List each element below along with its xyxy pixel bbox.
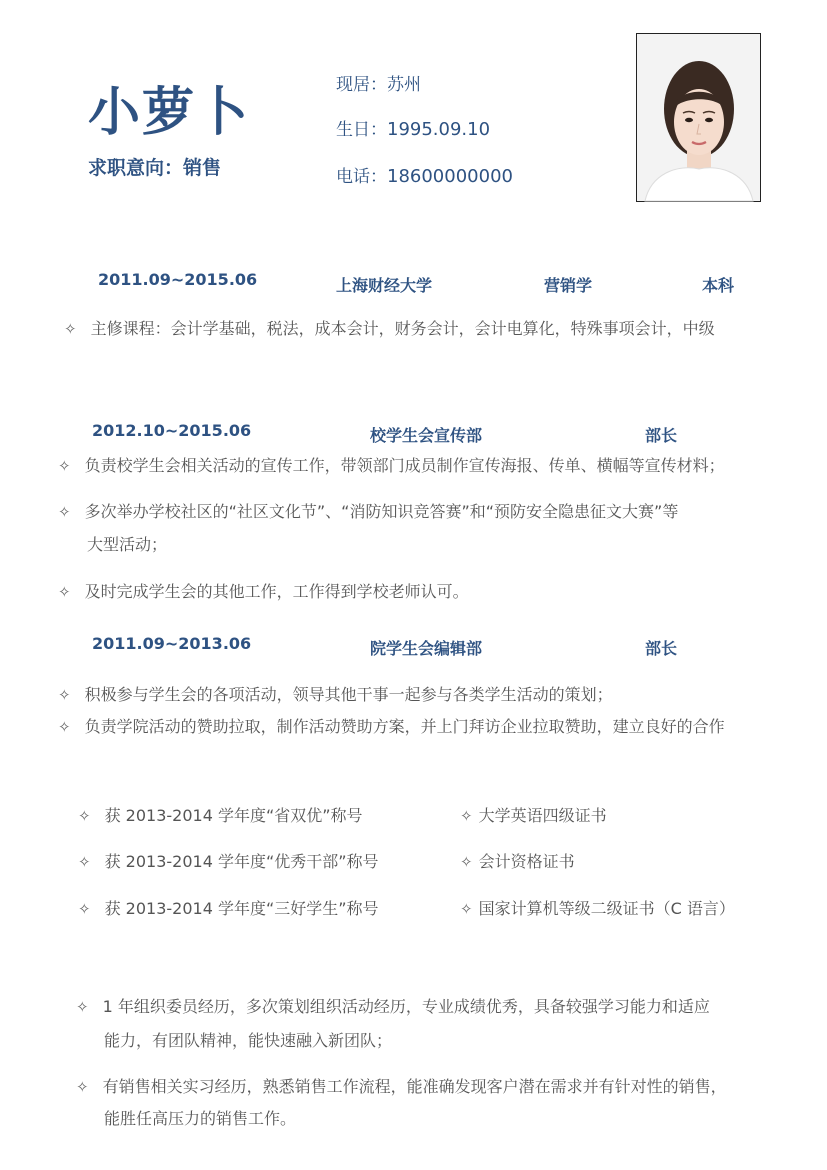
award-left-3-text: 获 2013-2014 学年度“三好学生”称号 [104,899,379,918]
birth-info [336,115,490,140]
eval-2-line2: 能胜任高压力的销售工作。 [104,1109,297,1128]
bullet-icon: ✧ [460,807,473,825]
bullet-icon: ✧ [76,998,89,1016]
award-right-3-text: 国家计算机等级二级证书（C 语言） [478,899,735,918]
exp1-item-2-cont: 大型活动； [87,535,168,554]
bullet-icon: ✧ [78,900,91,918]
phone-label: 电话： [336,167,387,187]
exp2-item-2-text: 负责学院活动的赞助拉取，制作活动赞助方案，并上门拜访企业拉取赞助，建立良好的合作 [84,717,725,736]
award-left-1 [78,803,363,826]
birth-value: 1995.09.10 [387,119,491,140]
exp1-org: 校学生会宣传部 [370,426,483,445]
exp2-role: 部长 [645,639,678,658]
bullet-icon: ✧ [78,853,91,871]
exp1-period: 2012.10~2015.06 [92,421,252,440]
location-info [336,70,421,95]
phone-info [336,162,513,187]
eval-2 [76,1070,727,1104]
intent-label: 求职意向： [88,157,184,179]
exp1-item-2 [58,495,678,529]
job-intent [88,153,221,180]
edu-courses-text: 主修课程：会计学基础，税法，成本会计，财务会计，会计电算化，特殊事项会计，中级 [90,319,715,338]
location-value: 苏州 [387,75,421,95]
exp2-item-2 [58,710,725,744]
award-left-2 [78,849,379,872]
award-left-2-text: 获 2013-2014 学年度“优秀干部”称号 [104,852,379,871]
bullet-icon: ✧ [64,320,77,338]
exp1-item-3 [58,575,469,609]
eval-2-line2-clip [104,1106,404,1128]
award-left-3 [78,896,379,919]
bullet-icon: ✧ [460,853,473,871]
bullet-icon: ✧ [58,503,71,521]
edu-courses [64,312,715,346]
eval-1-line2: 能力，有团队精神，能快速融入新团队； [104,1031,393,1050]
eval-1 [76,990,710,1024]
intent-value: 销售 [183,157,222,179]
edu-major: 营销学 [544,276,593,295]
award-right-1-text: 大学英语四级证书 [478,806,607,825]
bullet-icon: ✧ [76,1078,89,1096]
bullet-icon: ✧ [460,900,473,918]
edu-school: 上海财经大学 [336,276,433,295]
eval-1-line1: 1 年组织委员经历，多次策划组织活动经历，专业成绩优秀，具备较强学习能力和适应 [102,997,710,1016]
award-right-1 [460,803,607,826]
edu-period: 2011.09~2015.06 [98,270,258,289]
edu-degree: 本科 [702,276,735,295]
bullet-icon: ✧ [58,583,71,601]
bullet-icon: ✧ [78,807,91,825]
location-label: 现居： [336,75,387,95]
bullet-icon: ✧ [58,686,71,704]
award-right-3 [460,896,735,919]
candidate-name: 小萝卜 [88,83,251,143]
exp1-item-1-text: 负责校学生会相关活动的宣传工作，带领部门成员制作宣传海报、传单、横幅等宣传材料； [84,456,725,475]
award-right-2 [460,849,575,872]
birth-label: 生日： [336,120,387,140]
bullet-icon: ✧ [58,718,71,736]
eval-2-line1: 有销售相关实习经历，熟悉销售工作流程，能准确发现客户潜在需求并有针对性的销售， [102,1077,727,1096]
exp1-role: 部长 [645,426,678,445]
profile-photo [636,33,761,202]
bullet-icon: ✧ [58,457,71,475]
exp1-item-3-text: 及时完成学生会的其他工作，工作得到学校老师认可。 [84,582,469,601]
exp2-period: 2011.09~2013.06 [92,634,252,653]
exp1-item-1 [58,449,725,483]
exp2-item-1-text: 积极参与学生会的各项活动，领导其他干事一起参与各类学生活动的策划； [84,685,613,704]
award-right-2-text: 会计资格证书 [478,852,575,871]
exp2-org: 院学生会编辑部 [370,639,483,658]
exp1-item-2-text: 多次举办学校社区的“社区文化节”、“消防知识竞答赛”和“预防安全隐患征文大赛”等 [84,502,679,521]
exp2-item-2-clip [58,712,758,736]
exp2-item-1 [58,678,613,712]
phone-value: 18600000000 [387,166,513,187]
award-left-1-text: 获 2013-2014 学年度“省双优”称号 [104,806,363,825]
